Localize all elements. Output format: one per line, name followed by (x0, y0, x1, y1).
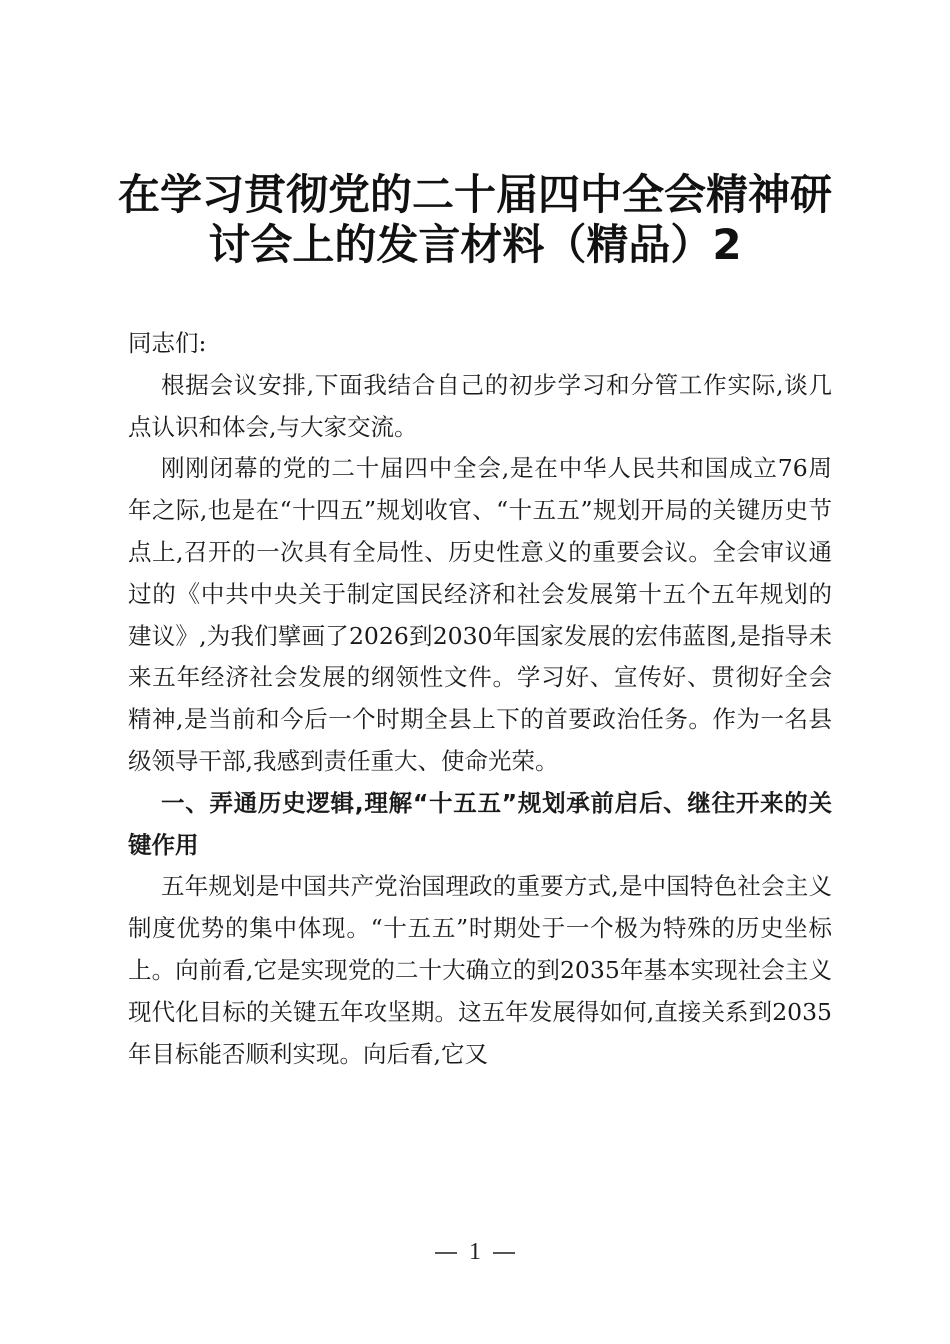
paragraph-background: 刚刚闭幕的党的二十届四中全会,是在中华人民共和国成立76周年之际,也是在“十四五”规划收官、“十五五”规划开局的关键历史节点上,召开的一次具有全局性、历史性意义的重要会议。全会审议通过的《中共中央关于制定国民经济和社会发展第十五个五年规划的建议》,为我们擘画了2026到2030年国家发展的宏伟蓝图,是指导未来五年经济社会发展的纲领性文件。学习好、宣传好、贯彻好全会精神,是当前和今后一个时期全县上下的首要政治任务。作为一名县级领导干部,我感到责任重大、使命光荣。 (128, 454, 832, 775)
document-body (128, 323, 832, 1075)
dash-left (435, 1252, 457, 1254)
title-line-2: 讨会上的发言材料（精品）2 (208, 220, 742, 269)
dash-right (493, 1252, 515, 1254)
page-number: 1 (469, 1239, 481, 1265)
paragraph-section-1: 五年规划是中国共产党治国理政的重要方式,是中国特色社会主义制度优势的集中体现。“十五五”时期处于一个极为特殊的历史坐标上。向前看,它是实现党的二十大确立的到2035年基本实现社会主义现代化目标的关键五年攻坚期。这五年发展得如何,直接关系到2035年目标能否顺利实现。向后看,它又 (128, 872, 832, 1068)
title-line-1: 在学习贯彻党的二十届四中全会精神研 (117, 170, 832, 219)
salutation: 同志们: (128, 329, 207, 357)
paragraph-intro: 根据会议安排,下面我结合自己的初步学习和分管工作实际,谈几点认识和体会,与大家交流。 (128, 370, 832, 441)
section-heading-1: 一、弄通历史逻辑,理解“十五五”规划承前启后、继往开来的关键作用 (128, 788, 832, 859)
document-title (100, 170, 850, 270)
page-footer (0, 1239, 950, 1266)
